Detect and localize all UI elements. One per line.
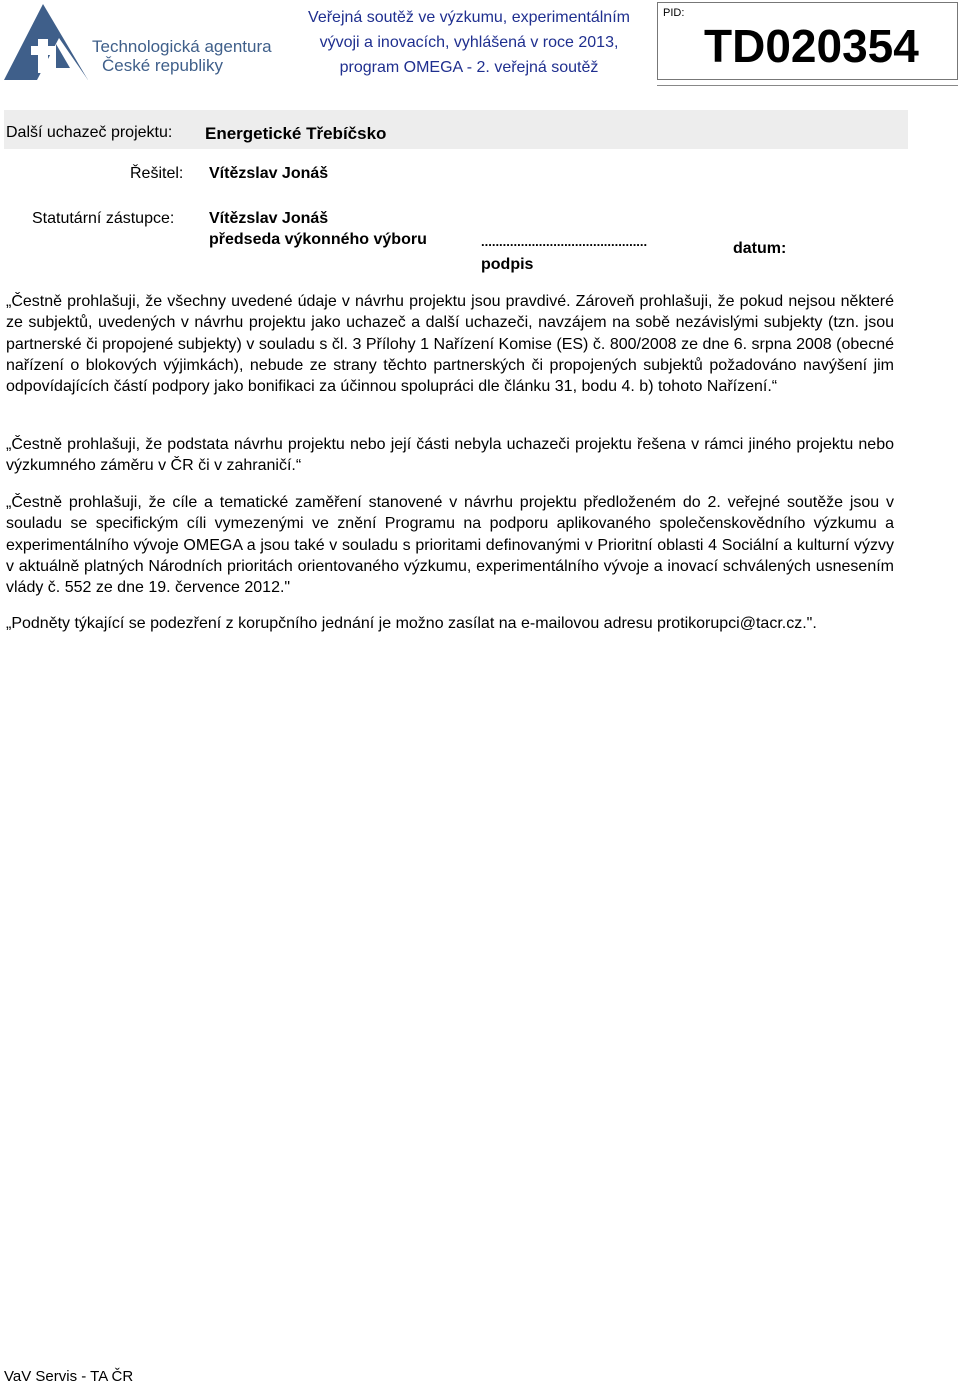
pid-box: [657, 2, 958, 80]
header-divider: [657, 85, 958, 86]
signature-label: podpis: [481, 256, 534, 273]
logo-text-line1: Technologická agentura: [92, 37, 272, 56]
other-applicant-label: Další uchazeč projektu:: [6, 124, 173, 141]
competition-line2: vývoji a inovacích, vyhlášená v roce 2013,: [319, 34, 619, 51]
declaration-truthfulness: „Čestně prohlašuji, že všechny uvedené údaje v návrhu projektu jsou pravdivé. Zároveň prohlašuji, že pokud nejsou některé ze subjektů, uvedených v návrhu projektu jako uchazeč a další uchazeči, navzájem na sobě nezávislými subjekty (tzn. jsou partnerské či propojené subjekty) v souladu s čl. 3 Přílohy 1 Nařízení Komise (ES) č. 800/2008 ze dne 6. srpna 2008 (obecné nařízení o blokových výjimkách), nebude ze strany těchto partnerských či propojených subjektů požadováno navýšení jim odpovídajících částí podpory jako bonifikaci za účinnou spolupráci dle článku 31, bodu 4. b) tohoto Nařízení.“: [6, 293, 894, 396]
solver-label: Řešitel:: [130, 165, 184, 182]
declaration-program-alignment: „Čestně prohlašuji, že cíle a tematické zaměření stanovené v návrhu projektu předloženém do 2. veřejné soutěže jsou v souladu se specifickým cíli vymezenými ve znění Programu na podporu aplikovaného společenskovědního výzkumu a experimentálního vývoje OMEGA a jsou také v souladu s prioritami definovanými v Prioritní oblasti 4 Sociální a kulturní výzvy v aktuálně platných Národních prioritách orientovaného výzkumu, experimentálního vývoje a inovací schválených usnesením vlády č. 552 ze dne 19. července 2012.": [6, 494, 894, 597]
pid-value: TD020354: [704, 20, 919, 72]
anticorruption-notice: „Podněty týkající se podezření z korupčního jednání je možno zasílat na e-mailovou adresu protikorupci@tacr.cz.".: [6, 615, 817, 632]
solver-value: Vítězslav Jonáš: [209, 165, 329, 182]
logo-text-line2: České republiky: [102, 56, 223, 75]
other-applicant-value: Energetické Třebíčsko: [205, 124, 387, 143]
pid-label: PID:: [663, 7, 685, 19]
signature-line: ..............................................: [481, 234, 648, 249]
tacr-logo-icon: [4, 4, 88, 80]
competition-line3: program OMEGA - 2. veřejná soutěž: [339, 59, 599, 76]
statutory-role: předseda výkonného výboru: [209, 231, 427, 248]
date-label: datum:: [733, 240, 787, 257]
competition-title: [280, 5, 658, 80]
statutory-name: Vítězslav Jonáš: [209, 210, 329, 227]
competition-line1: Veřejná soutěž ve výzkumu, experimentálním: [308, 9, 630, 26]
footer-text: VaV Servis - TA ČR: [4, 1368, 134, 1385]
statutory-label: Statutární zástupce:: [32, 210, 175, 227]
declaration-no-duplicate: „Čestně prohlašuji, že podstata návrhu projektu nebo její části nebyla uchazeči projektu řešena v rámci jiného projektu nebo výzkumného záměru v ČR či v zahraničí.“: [6, 436, 894, 475]
